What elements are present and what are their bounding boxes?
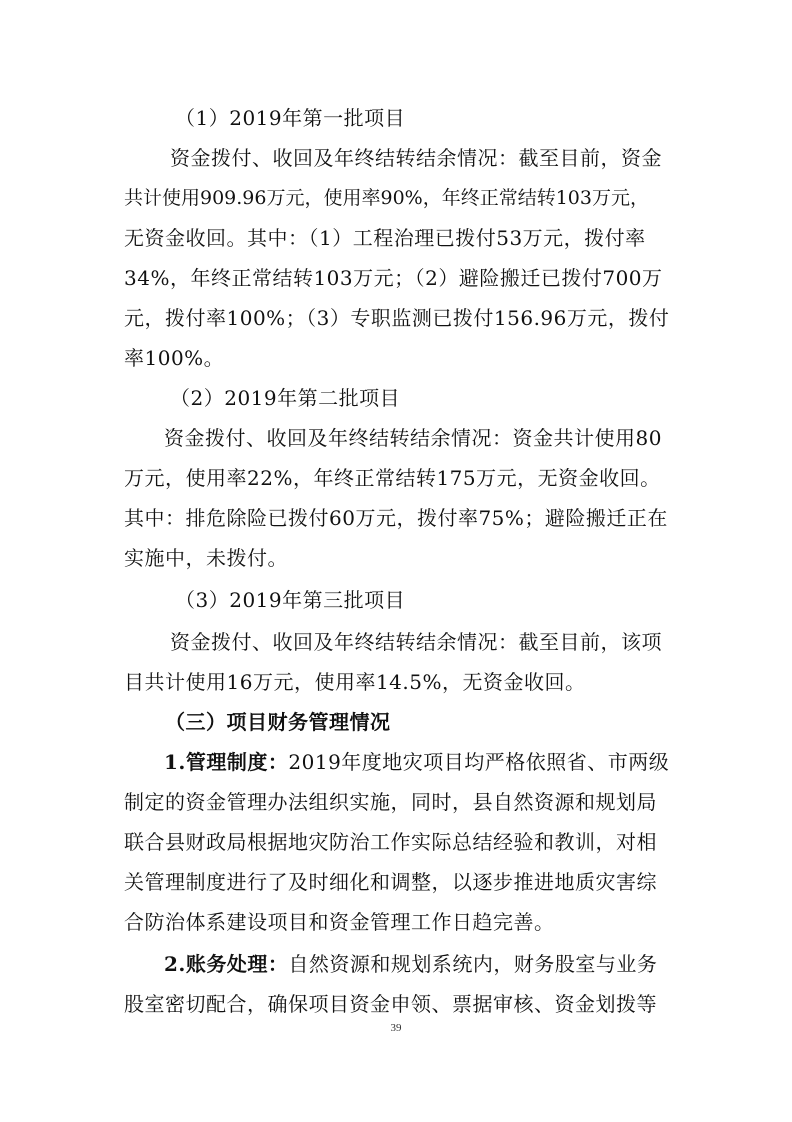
paragraph-line: 率100%。 xyxy=(124,346,225,370)
heading-batch-3: （3）2019年第三批项目 xyxy=(175,588,406,612)
paragraph-line: 关管理制度进行了及时细化和调整，以逐步推进地质灾害综 xyxy=(124,870,657,894)
paragraph-line: 万元，使用率22%，年终正常结转175万元，无资金收回。 xyxy=(124,466,661,490)
term-label: 2.账务处理： xyxy=(164,952,289,976)
paragraph-line: 资金拨付、收回及年终结转结余情况：截至目前，该项 xyxy=(170,630,662,654)
paragraph-line: 资金拨付、收回及年终结转结余情况：资金共计使用80 xyxy=(164,426,662,450)
paragraph-line: 其中：排危除险已拨付60万元，拨付率75%；避险搬迁正在 xyxy=(124,506,668,530)
paragraph-text: 2019年度地灾项目均严格依照省、市两级 xyxy=(288,750,670,774)
heading-batch-2: （2）2019年第二批项目 xyxy=(170,386,401,410)
paragraph-line: 联合县财政局根据地灾防治工作实际总结经验和教训，对相 xyxy=(124,830,657,854)
paragraph-line: 元，拨付率100%；（3）专职监测已拨付156.96万元，拨付 xyxy=(124,306,670,330)
paragraph-line: 合防治体系建设项目和资金管理工作日趋完善。 xyxy=(124,910,555,934)
term-label: 1.管理制度： xyxy=(164,750,289,774)
heading-batch-1: （1）2019年第一批项目 xyxy=(175,106,406,130)
paragraph-text: 自然资源和规划系统内，财务股室与业务 xyxy=(288,952,658,976)
paragraph-line: 无资金收回。其中：（1）工程治理已拨付53万元，拨付率 xyxy=(124,226,646,250)
paragraph-line: 实施中，未拨付。 xyxy=(124,546,288,570)
section-heading: （三）项目财务管理情况 xyxy=(165,710,391,734)
paragraph-line-1 xyxy=(164,742,669,782)
paragraph-line: 目共计使用16万元，使用率14.5%，无资金收回。 xyxy=(124,670,586,694)
paragraph-line: 34%，年终正常结转103万元；（2）避险搬迁已拨付700万 xyxy=(124,266,663,290)
paragraph-line: 资金拨付、收回及年终结转结余情况：截至目前，资金 xyxy=(170,146,662,170)
page-number: 39 xyxy=(390,1022,402,1034)
paragraph-line: 制定的资金管理办法组织实施，同时，县自然资源和规划局 xyxy=(124,790,657,814)
paragraph-line: 共计使用909.96万元，使用率90%，年终正常结转103万元， xyxy=(124,187,649,209)
paragraph-line-2 xyxy=(164,944,657,984)
paragraph-line: 股室密切配合，确保项目资金申领、票据审核、资金划拨等 xyxy=(124,992,657,1016)
